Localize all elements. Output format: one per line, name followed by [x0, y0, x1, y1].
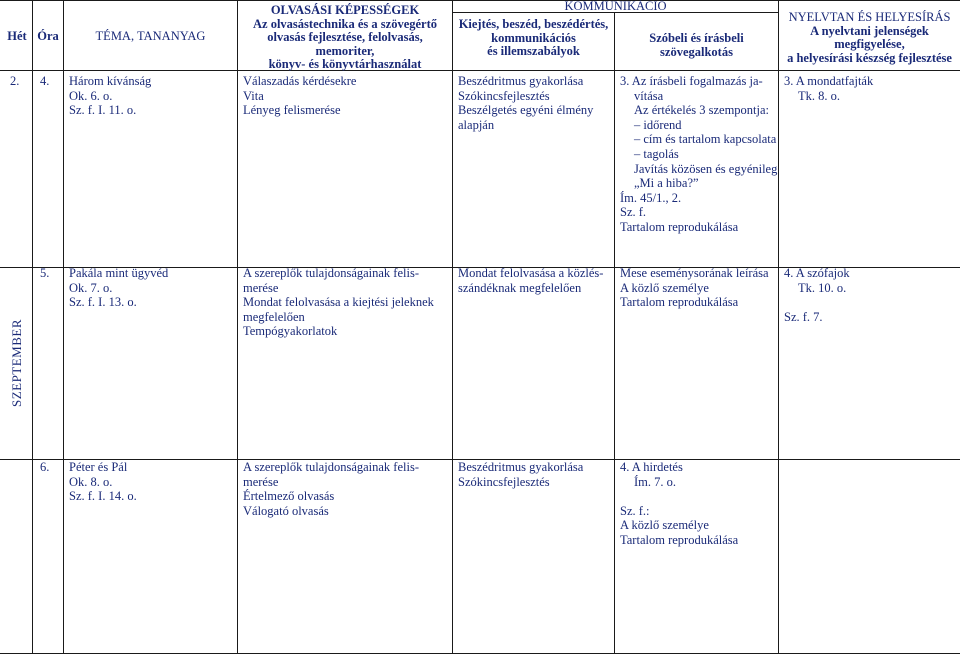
cell-kiejtes: [458, 266, 603, 295]
cell-olvasasi: [243, 460, 419, 518]
header-szobeli-line: szövegalkotás: [660, 44, 733, 59]
cell-line: Pakála mint ügyvéd: [69, 266, 169, 280]
cell-tema: [69, 74, 151, 118]
cell-kiejtes: [458, 74, 593, 132]
cell-olvasasi: [243, 266, 434, 339]
cell-line: Tartalom reprodukálása: [620, 219, 739, 234]
cell-line: Értelmező olvasás: [243, 489, 335, 504]
cell-het: [10, 460, 13, 475]
column-divider: [614, 12, 615, 654]
column-divider: [452, 0, 453, 654]
cell-line: 4. A hirdetés: [620, 460, 683, 474]
cell-nyelvtan: [784, 74, 873, 103]
column-divider: [63, 0, 64, 654]
cell-line: Ok. 8. o.: [69, 474, 113, 489]
cell-line: – időrend: [634, 117, 682, 132]
cell-line: Péter és Pál: [69, 460, 128, 474]
header-bottom-border: [0, 70, 960, 71]
cell-line: Ím. 7. o.: [634, 474, 677, 489]
month-label-text: SZEPTEMBER: [9, 318, 25, 408]
cell-line: [784, 295, 850, 310]
cell-line: 4.: [40, 74, 50, 88]
cell-line: A közlő személye: [620, 280, 709, 295]
cell-line: Sz. f. 7.: [784, 309, 823, 324]
cell-olvasasi: [243, 74, 356, 118]
cell-nyelvtan: [784, 266, 850, 324]
cell-line: vítása: [634, 88, 664, 103]
header-olvasasi-line: könyv- és könyvtárhasználat: [268, 57, 422, 71]
cell-het: [10, 266, 13, 281]
cell-line: Szókincsfejlesztés: [458, 88, 550, 103]
cell-szobeli: [620, 460, 738, 548]
cell-line: „Mi a hiba?”: [634, 176, 699, 191]
cell-line: Mese eseménysorának leírása: [620, 266, 769, 280]
header-szobeli-line: Szóbeli és írásbeli: [649, 31, 744, 45]
cell-line: Vita: [243, 88, 264, 103]
cell-line: A szereplők tulajdonságainak felis-: [243, 266, 419, 280]
header-tema: TÉMA, TANANYAG: [95, 29, 206, 43]
cell-ora: [40, 460, 49, 475]
cell-line: A szereplők tulajdonságainak felis-: [243, 460, 419, 474]
cell-line: [620, 489, 738, 504]
cell-line: Beszédritmus gyakorlása: [458, 460, 584, 474]
column-divider: [32, 0, 33, 654]
cell-line: Tartalom reprodukálása: [620, 295, 739, 310]
header-szobeli: [615, 32, 778, 59]
cell-line: Beszédritmus gyakorlása: [458, 74, 584, 88]
cell-line: Tartalom reprodukálása: [620, 532, 739, 547]
cell-line: 3. A mondatfajták: [784, 74, 874, 88]
column-divider: [237, 0, 238, 654]
cell-line: Sz. f. I. 11. o.: [69, 103, 137, 118]
cell-line: 6.: [40, 460, 50, 474]
header-nyelvtan-line: a helyesírási készség fejlesztése: [787, 50, 952, 65]
column-divider: [778, 0, 779, 654]
cell-line: merése: [243, 474, 279, 489]
cell-line: Tk. 8. o.: [798, 88, 841, 103]
cell-line: 3. Az írásbeli fogalmazás ja-: [620, 74, 763, 88]
cell-line: [10, 460, 13, 475]
header-kiejtes-line: és illemszabályok: [487, 44, 580, 58]
cell-line: Ok. 7. o.: [69, 280, 113, 295]
cell-line: alapján: [458, 117, 495, 132]
header-olvasasi-title: OLVASÁSI KÉPESSÉGEK: [270, 3, 420, 17]
header-ora: Óra: [37, 29, 59, 43]
cell-ora: [40, 266, 49, 281]
cell-line: Ím. 45/1., 2.: [620, 190, 682, 205]
cell-line: Lényeg felismerése: [243, 103, 341, 118]
cell-tema: [69, 460, 137, 504]
cell-line: Válogató olvasás: [243, 503, 329, 518]
cell-kiejtes: [458, 460, 583, 489]
cell-line: megfelelően: [243, 309, 305, 324]
cell-line: 4. A szófajok: [784, 266, 850, 280]
header-kiejtes: [453, 18, 614, 59]
header-kommunikacio-title: KOMMUNIKÁCIÓ: [564, 0, 667, 13]
cell-ora: [40, 74, 49, 89]
cell-line: Beszélgetés egyéni élmény: [458, 103, 594, 118]
cell-line: Sz. f.: [620, 205, 647, 220]
month-label: [4, 268, 30, 458]
cell-line: merése: [243, 280, 279, 295]
cell-line: Tk. 10. o.: [798, 280, 847, 295]
cell-line: Tempógyakorlatok: [243, 324, 338, 339]
cell-line: Sz. f. I. 13. o.: [69, 295, 137, 310]
header-nyelvtan-line: megfigyelése,: [834, 37, 905, 51]
cell-line: – tagolás: [634, 146, 679, 161]
header-olvasasi-line: olvasás fejlesztése, felolvasás, memoriter,: [267, 30, 423, 58]
cell-szobeli: [620, 266, 769, 310]
header-nyelvtan-title: NYELVTAN ÉS HELYESÍRÁS: [788, 10, 951, 24]
cell-line: szándéknak megfelelően: [458, 280, 582, 295]
header-nyelvtan: [779, 11, 960, 65]
cell-line: Sz. f.:: [620, 503, 650, 518]
header-olvasasi-line: Az olvasástechnika és a szövegértő: [253, 16, 437, 31]
cell-line: 5.: [40, 266, 50, 280]
cell-line: Ok. 6. o.: [69, 88, 113, 103]
cell-line: [10, 266, 13, 281]
cell-line: – cím és tartalom kapcsolata: [634, 132, 777, 147]
cell-tema: [69, 266, 168, 310]
cell-line: Az értékelés 3 szempontja:: [634, 103, 770, 118]
cell-line: Szókincsfejlesztés: [458, 474, 550, 489]
cell-line: Válaszadás kérdésekre: [243, 74, 357, 88]
cell-szobeli: [620, 74, 777, 235]
cell-line: Javítás közösen és egyénileg: [634, 161, 778, 176]
cell-line: Mondat felolvasása a kiejtési jeleknek: [243, 295, 434, 310]
cell-line: Sz. f. I. 14. o.: [69, 489, 137, 504]
header-nyelvtan-line: A nyelvtani jelenségek: [810, 23, 929, 38]
cell-line: Három kívánság: [69, 74, 152, 88]
cell-het: [10, 74, 19, 89]
cell-line: 2.: [10, 74, 20, 88]
header-het: Hét: [7, 29, 27, 43]
cell-line: A közlő személye: [620, 518, 709, 533]
cell-line: Mondat felolvasása a közlés-: [458, 266, 604, 280]
header-kiejtes-line: kommunikációs: [491, 30, 576, 45]
header-olvasasi: [238, 4, 452, 72]
header-kiejtes-line: Kiejtés, beszéd, beszédértés,: [458, 17, 609, 31]
